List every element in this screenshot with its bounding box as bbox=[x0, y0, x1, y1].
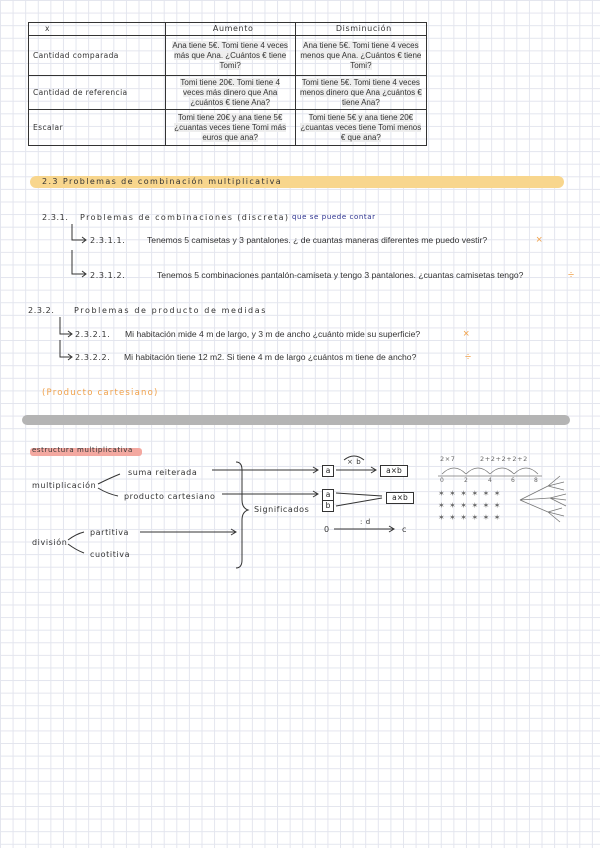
table-corner: x bbox=[29, 23, 166, 36]
arrow-line bbox=[336, 498, 382, 506]
jump-arc bbox=[490, 468, 514, 474]
branch-line bbox=[68, 532, 84, 540]
tree-line bbox=[520, 498, 550, 500]
partitive-label: partitiva bbox=[90, 528, 130, 537]
multiplication-label: multiplicación bbox=[32, 481, 97, 490]
arrow-line bbox=[336, 493, 382, 496]
arrow-icon bbox=[60, 317, 72, 334]
arc-line bbox=[344, 456, 364, 460]
cell-text: Tomi tiene 20€ y ana tiene 5€ ¿cuantas veces tiene Tomi más euros que ana? bbox=[174, 112, 287, 142]
arrow-icon bbox=[60, 340, 72, 357]
times-b-label: × b bbox=[347, 458, 362, 466]
branch-line bbox=[68, 544, 84, 553]
branch-line bbox=[98, 488, 118, 496]
arrow-icon bbox=[72, 224, 86, 240]
divide-d-label: : d bbox=[360, 518, 371, 526]
item-text: Tenemos 5 combinaciones pantalón-camiseta y tengo 3 pantalones. ¿cuantas camisetas tengo? bbox=[157, 270, 524, 280]
box-a: a bbox=[322, 489, 334, 501]
cell-text: Tomi tiene 20€. Tomi tiene 4 veces más dinero que Ana ¿cuántos € tiene Ana? bbox=[180, 77, 280, 107]
item-text: Mi habitación mide 4 m de largo, y 3 m de ancho ¿cuánto mide su superficie? bbox=[125, 329, 421, 339]
cartesian-note: (Producto cartesiano) bbox=[42, 388, 159, 398]
subsection-title: Problemas de producto de medidas bbox=[74, 306, 267, 315]
arrow-icon bbox=[72, 250, 86, 274]
item-text: Tenemos 5 camisetas y 3 pantalones. ¿ de cuantas maneras diferentes me puedo vestir? bbox=[147, 235, 488, 245]
tree-line bbox=[548, 476, 564, 490]
section-title: 2.3 Problemas de combinación multiplicativa bbox=[42, 177, 283, 186]
structure-title: estructura multiplicativa bbox=[32, 446, 133, 454]
star-row-icon: ✶ ✶ ✶ ✶ ✶ ✶ bbox=[438, 489, 501, 498]
box-axb: a×b bbox=[386, 492, 414, 504]
subsection-note: que se puede contar bbox=[292, 213, 376, 221]
quotitive-label: cuotitiva bbox=[90, 550, 131, 559]
multiply-icon: × bbox=[536, 234, 543, 246]
star-row-icon: ✶ ✶ ✶ ✶ ✶ ✶ bbox=[438, 513, 501, 522]
divide-icon: ÷ bbox=[465, 351, 472, 363]
item-number: 2.3.1.1. bbox=[90, 236, 126, 245]
divide-icon: ÷ bbox=[568, 269, 575, 281]
numberline-caption-left: 2×7 bbox=[440, 455, 456, 463]
brace-line bbox=[236, 462, 248, 568]
cell-text: Tomi tiene 5€ y ana tiene 20€ ¿cuantas veces tiene Tomi menos € que ana? bbox=[300, 112, 422, 142]
cartesian-product-label: producto cartesiano bbox=[124, 492, 216, 501]
c-label: c bbox=[402, 525, 407, 534]
tick-label: 4 bbox=[488, 477, 493, 484]
division-label: división bbox=[32, 538, 68, 547]
subsection-number: 2.3.1. bbox=[42, 213, 69, 222]
cell-text: Ana tiene 5€. Tomi tiene 4 veces más que Ana. ¿Cuántos € tiene Tomi? bbox=[172, 40, 288, 70]
jump-arc bbox=[466, 468, 490, 474]
multiply-icon: × bbox=[463, 328, 470, 340]
zero-label: 0 bbox=[324, 525, 330, 534]
row-label: Cantidad de referencia bbox=[29, 76, 166, 110]
subsection-number: 2.3.2. bbox=[28, 306, 55, 315]
item-number: 2.3.2.2. bbox=[75, 353, 111, 362]
subsection-title: Problemas de combinaciones (discreta) bbox=[80, 213, 290, 222]
tick-label: 2 bbox=[464, 477, 469, 484]
tick-label: 8 bbox=[534, 477, 539, 484]
cell-text: Ana tiene 5€. Tomi tiene 4 veces menos que Ana. ¿Cuántos € tiene Tomi? bbox=[300, 40, 422, 70]
box-b: b bbox=[322, 500, 334, 512]
row-label: Cantidad comparada bbox=[29, 36, 166, 76]
tick-label: 0 bbox=[440, 477, 445, 484]
item-number: 2.3.2.1. bbox=[75, 330, 111, 339]
column-header-disminucion: Disminución bbox=[295, 23, 426, 36]
box-a: a bbox=[322, 465, 334, 477]
jump-arc bbox=[514, 468, 538, 474]
column-header-aumento: Aumento bbox=[165, 23, 295, 36]
tree-line bbox=[520, 500, 548, 512]
repeated-sum-label: suma reiterada bbox=[128, 468, 198, 477]
tree-line bbox=[548, 508, 564, 522]
tick-label: 6 bbox=[511, 477, 516, 484]
row-label: Escalar bbox=[29, 110, 166, 146]
item-text: Mi habitación tiene 12 m2. Si tiene 4 m de largo ¿cuántos m tiene de ancho? bbox=[124, 352, 417, 362]
cell-text: Tomi tiene 5€. Tomi tiene 4 veces menos dinero que Ana ¿cuántos € tiene Ana? bbox=[299, 77, 422, 107]
numberline-caption-right: 2+2+2+2+2 bbox=[480, 455, 528, 463]
item-number: 2.3.1.2. bbox=[90, 271, 126, 280]
star-row-icon: ✶ ✶ ✶ ✶ ✶ ✶ bbox=[438, 501, 501, 510]
branch-line bbox=[98, 474, 120, 484]
meanings-label: Significados bbox=[254, 505, 310, 514]
tree-line bbox=[520, 486, 548, 500]
jump-arc bbox=[442, 468, 466, 474]
tree-line bbox=[550, 494, 566, 506]
box-axb: a×b bbox=[380, 465, 408, 477]
